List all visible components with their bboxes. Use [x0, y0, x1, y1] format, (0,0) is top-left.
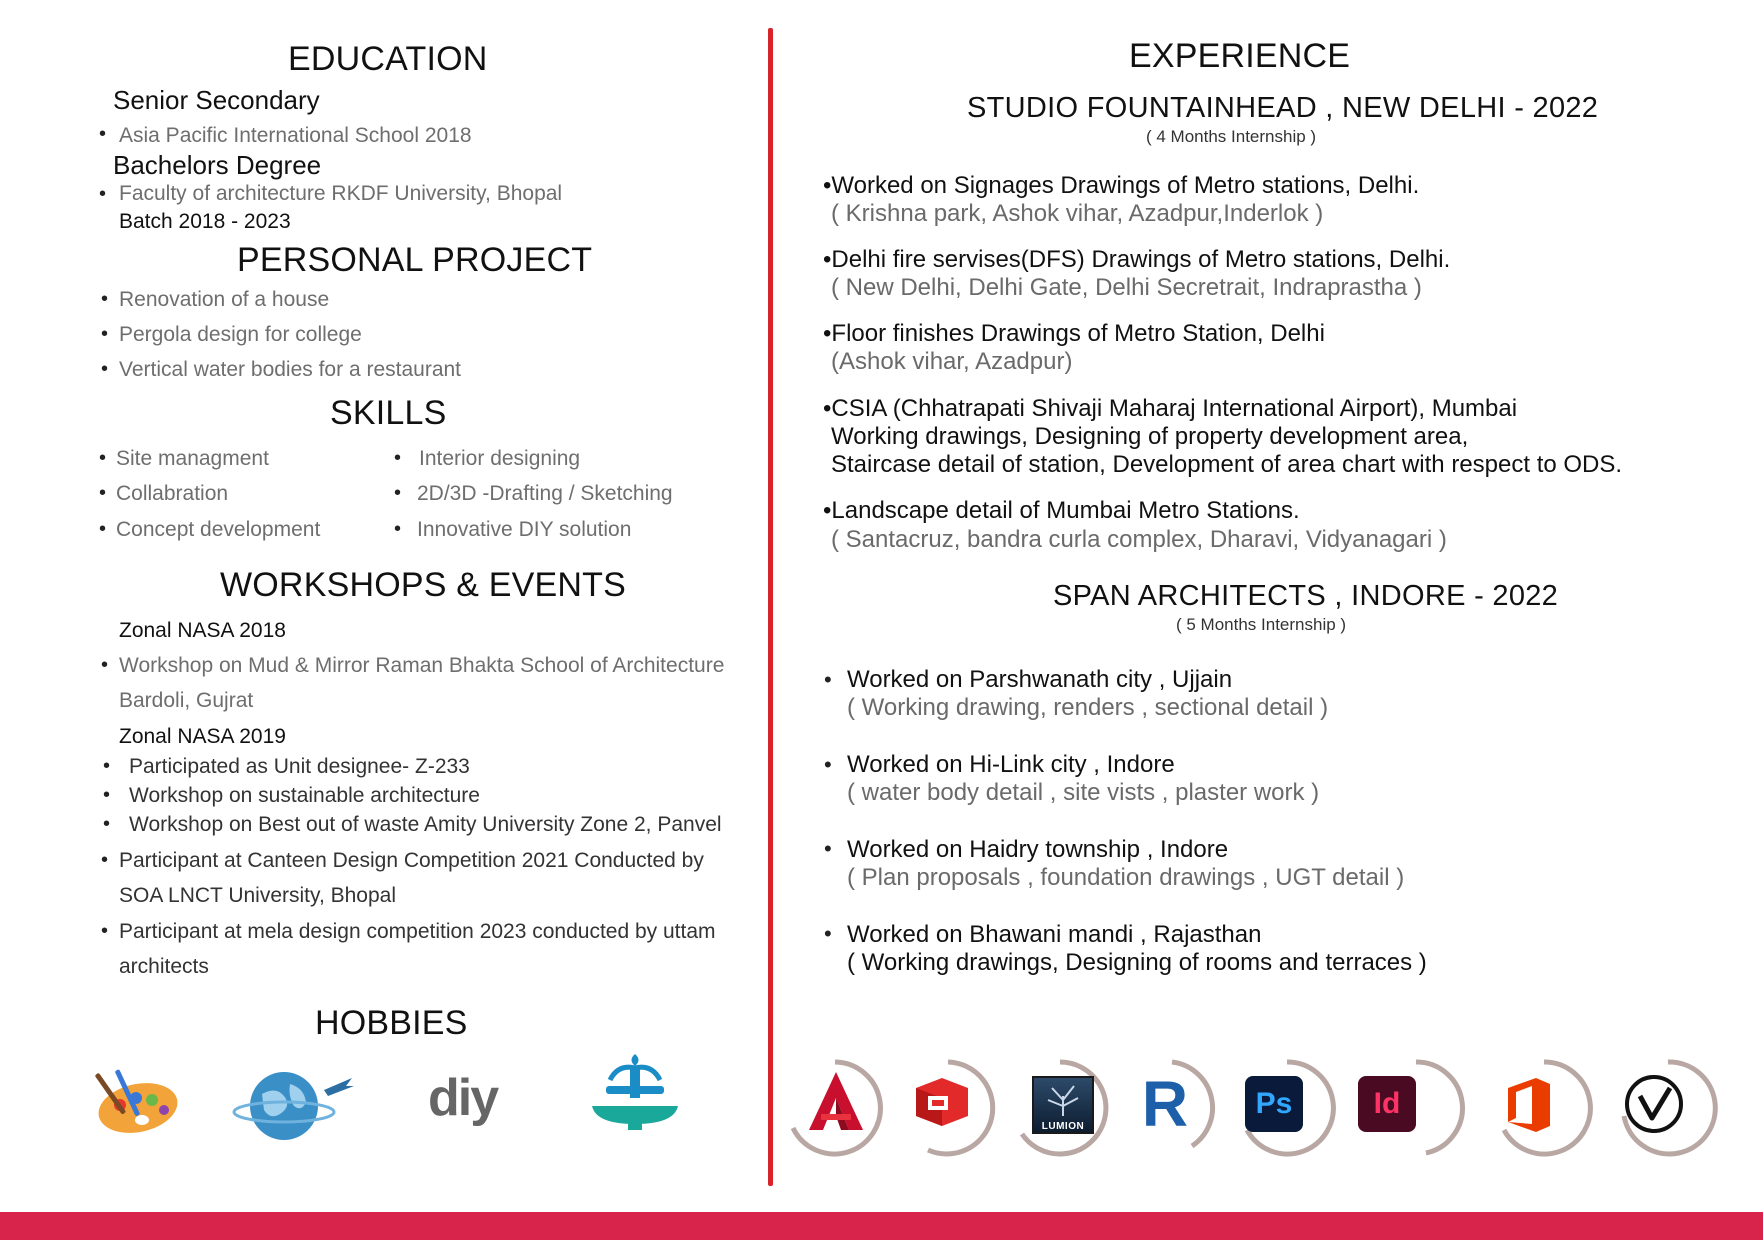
vray-icon [1618, 1058, 1718, 1158]
footer-bar [0, 1212, 1763, 1240]
bullet: • [99, 482, 107, 504]
experience-item: Worked on Haidry township , Indore [847, 836, 1229, 863]
bullet: • [394, 447, 402, 469]
globe-travel-icon [232, 1050, 357, 1150]
bullet: • [99, 518, 107, 540]
skill-item: Innovative DIY solution [417, 518, 632, 541]
skill-item: Interior designing [419, 447, 581, 470]
experience-detail: Working drawings, Designing of property development area, [831, 423, 1469, 450]
hobbies-heading: HOBBIES [315, 1004, 468, 1042]
palette-icon [80, 1050, 190, 1150]
bullet: • [99, 447, 107, 469]
senior-school: Asia Pacific International School 2018 [119, 124, 472, 147]
project-item: Renovation of a house [119, 288, 330, 311]
experience-item: •Floor finishes Drawings of Metro Station, Delhi [823, 320, 1325, 347]
firm-title: STUDIO FOUNTAINHEAD , NEW DELHI - 2022 [967, 92, 1599, 124]
fountain-icon [588, 1046, 683, 1136]
experience-item: Worked on Hi-Link city , Indore [847, 751, 1175, 778]
experience-item: •CSIA (Chhatrapati Shivaji Maharaj International Airport), Mumbai [823, 395, 1518, 422]
bullet: • [99, 183, 107, 205]
diy-icon [428, 1050, 528, 1150]
experience-item: •Worked on Signages Drawings of Metro stations, Delhi. [823, 172, 1420, 199]
skill-item: Collabration [116, 482, 229, 505]
bullet: • [824, 836, 832, 861]
ps-label: Ps [1245, 1076, 1303, 1132]
bullet: • [101, 920, 109, 942]
bullet: • [103, 784, 111, 806]
workshop-item-cont: SOA LNCT University, Bhopal [119, 884, 396, 907]
id-label: Id [1358, 1076, 1416, 1132]
experience-item: •Delhi fire servises(DFS) Drawings of Metro stations, Delhi. [823, 246, 1451, 273]
bullet: • [103, 755, 111, 777]
experience-detail: ( Santacruz, bandra curla complex, Dharavi, Vidyanagari ) [831, 526, 1447, 553]
firm-title: SPAN ARCHITECTS , INDORE - 2022 [1053, 580, 1559, 612]
internship-duration: ( 4 Months Internship ) [1146, 127, 1317, 146]
indesign-icon [1366, 1058, 1466, 1158]
bullet: • [824, 752, 832, 777]
experience-detail: ( Working drawing, renders , sectional detail ) [847, 694, 1329, 721]
bachelors-label: Bachelors Degree [113, 150, 322, 180]
lumion-icon [1010, 1058, 1110, 1158]
workshop-item: Workshop on sustainable architecture [129, 784, 480, 807]
bullet: • [101, 849, 109, 871]
workshop-item: Participant at Canteen Design Competition 2021 Conducted by [119, 849, 704, 872]
project-item: Vertical water bodies for a restaurant [119, 358, 462, 381]
diy-text: diy [428, 1069, 498, 1127]
experience-heading: EXPERIENCE [1129, 37, 1351, 75]
experience-detail: (Ashok vihar, Azadpur) [831, 348, 1073, 375]
bullet: • [101, 323, 109, 345]
experience-item: Worked on Bhawani mandi , Rajasthan [847, 921, 1262, 948]
skills-heading: SKILLS [330, 394, 447, 432]
workshop-item: Participated as Unit designee- Z-233 [129, 755, 470, 778]
workshop-item-cont: Bardoli, Gujrat [119, 689, 254, 712]
personal-project-heading: PERSONAL PROJECT [237, 241, 593, 279]
nasa-2018-label: Zonal NASA 2018 [119, 619, 286, 642]
bullet: • [101, 654, 109, 676]
bullet: • [99, 123, 107, 145]
revit-letter: R [1141, 1068, 1189, 1140]
skill-item: 2D/3D -Drafting / Sketching [417, 482, 673, 505]
bullet: • [394, 482, 402, 504]
skill-item: Concept development [116, 518, 321, 541]
workshops-heading: WORKSHOPS & EVENTS [220, 566, 627, 604]
bullet: • [103, 813, 111, 835]
workshop-item: Participant at mela design competition 2023 conducted by uttam [119, 920, 716, 943]
bullet: • [824, 667, 832, 692]
sketchup-icon [898, 1058, 998, 1158]
skill-item: Site managment [116, 447, 269, 470]
bullet: • [394, 518, 402, 540]
batch-text: Batch 2018 - 2023 [119, 210, 291, 233]
experience-detail: ( Working drawings, Designing of rooms and terraces ) [847, 949, 1427, 976]
internship-duration: ( 5 Months Internship ) [1176, 615, 1347, 634]
revit-icon [1122, 1058, 1222, 1158]
vertical-divider [768, 28, 773, 1186]
bullet: • [101, 358, 109, 380]
nasa-2019-label: Zonal NASA 2019 [119, 725, 286, 748]
lumion-label: LUMION [1041, 1121, 1085, 1132]
education-heading: EDUCATION [288, 40, 488, 78]
project-item: Pergola design for college [119, 323, 362, 346]
office-icon [1494, 1058, 1594, 1158]
experience-detail: ( water body detail , site vists , plaster work ) [847, 779, 1320, 806]
experience-detail: ( New Delhi, Delhi Gate, Delhi Secretrait, Indraprastha ) [831, 274, 1422, 301]
workshop-item: Workshop on Mud & Mirror Raman Bhakta School of Architecture [119, 654, 725, 677]
senior-secondary-label: Senior Secondary [113, 85, 320, 115]
workshop-item: Workshop on Best out of waste Amity University Zone 2, Panvel [129, 813, 722, 836]
experience-detail: ( Plan proposals , foundation drawings , UGT detail ) [847, 864, 1405, 891]
workshop-item-cont: architects [119, 955, 209, 978]
experience-item: •Landscape detail of Mumbai Metro Stations. [823, 497, 1300, 524]
photoshop-icon [1237, 1058, 1337, 1158]
bullet: • [824, 921, 832, 946]
autocad-icon [785, 1058, 885, 1158]
experience-detail: Staircase detail of station, Development of area chart with respect to ODS. [831, 451, 1623, 478]
bachelor-school: Faculty of architecture RKDF University, Bhopal [119, 182, 563, 205]
experience-item: Worked on Parshwanath city , Ujjain [847, 666, 1233, 693]
experience-detail: ( Krishna park, Ashok vihar, Azadpur,Inderlok ) [831, 200, 1324, 227]
bullet: • [101, 288, 109, 310]
